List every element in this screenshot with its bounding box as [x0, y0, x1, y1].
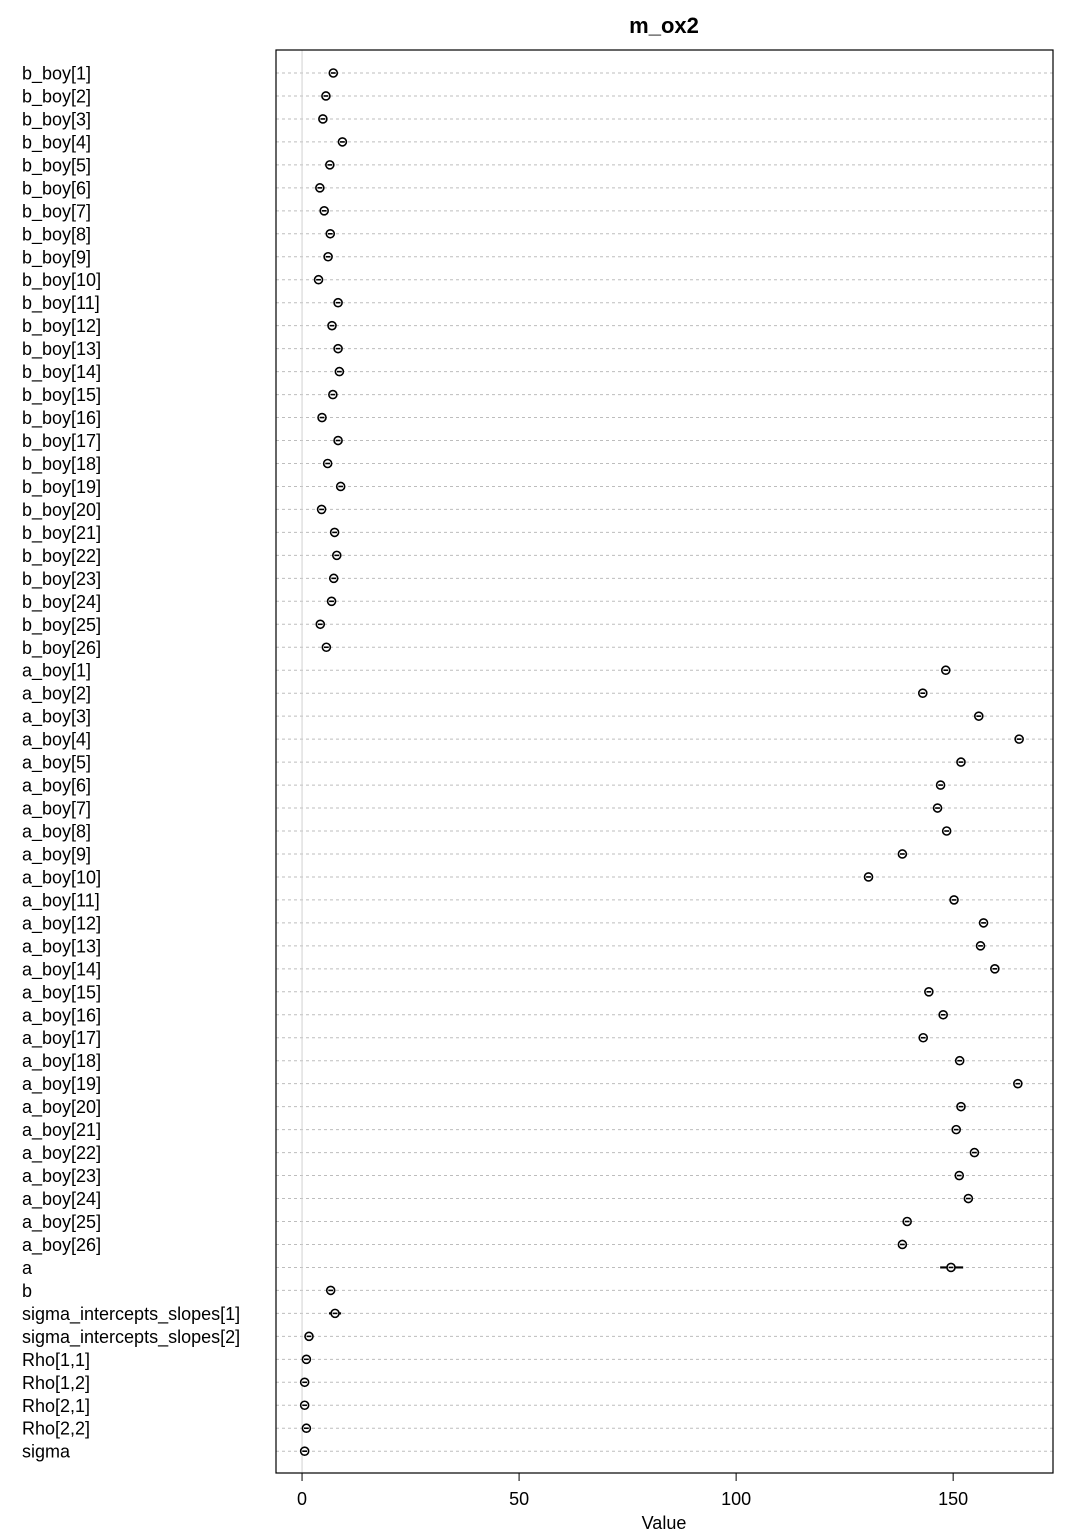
row-label: a_boy[20] — [22, 1097, 102, 1118]
row-label: a_boy[9] — [22, 844, 92, 865]
row-label: b_boy[21] — [22, 522, 102, 543]
row-label: a_boy[4] — [22, 729, 92, 750]
row-label: b_boy[14] — [22, 362, 102, 383]
row-label: b_boy[19] — [22, 476, 102, 497]
row-label: b_boy[13] — [22, 339, 102, 360]
row-label: b_boy[16] — [22, 408, 102, 429]
row-label: b_boy[25] — [22, 614, 102, 635]
row-label: b_boy[26] — [22, 637, 102, 658]
row-label: b_boy[4] — [22, 132, 92, 153]
row-label: a_boy[12] — [22, 913, 102, 934]
row-label: b_boy[3] — [22, 109, 92, 130]
row-label: a_boy[23] — [22, 1166, 102, 1187]
chart-title: m_ox2 — [629, 13, 699, 38]
row-label: a_boy[19] — [22, 1074, 102, 1095]
row-label: b_boy[22] — [22, 545, 102, 566]
row-label: Rho[1,2] — [22, 1372, 91, 1393]
row-label: sigma — [22, 1441, 71, 1462]
row-label: a_boy[18] — [22, 1051, 102, 1072]
row-label: a_boy[13] — [22, 936, 102, 957]
row-label: a_boy[26] — [22, 1234, 102, 1255]
row-label: a_boy[6] — [22, 775, 92, 796]
row-label: b_boy[23] — [22, 568, 102, 589]
row-label: a_boy[16] — [22, 1005, 102, 1026]
row-label: a_boy[24] — [22, 1189, 102, 1210]
row-label: a_boy[22] — [22, 1143, 102, 1164]
row-label: b_boy[11] — [22, 293, 100, 314]
row-label: a_boy[14] — [22, 959, 102, 980]
row-label: a_boy[2] — [22, 683, 92, 704]
row-label: b_boy[8] — [22, 224, 92, 245]
gridlines — [276, 73, 1053, 1451]
row-label: b_boy[15] — [22, 385, 102, 406]
x-axis — [297, 1473, 968, 1509]
row-label: sigma_intercepts_slopes[2] — [22, 1326, 241, 1347]
row-labels — [22, 64, 240, 1462]
row-label: a_boy[17] — [22, 1028, 102, 1049]
row-label: b_boy[10] — [22, 270, 102, 291]
row-label: sigma_intercepts_slopes[1] — [22, 1303, 241, 1324]
row-label: b_boy[2] — [22, 86, 92, 107]
row-label: a_boy[1] — [22, 660, 92, 681]
row-label: a_boy[7] — [22, 798, 92, 819]
row-label: a_boy[15] — [22, 982, 102, 1003]
row-label: b_boy[1] — [22, 63, 92, 84]
row-label: a_boy[10] — [22, 867, 102, 888]
row-label: b_boy[9] — [22, 247, 92, 268]
row-label: b_boy[18] — [22, 453, 102, 474]
x-tick-label: 50 — [509, 1489, 530, 1509]
row-label: b_boy[20] — [22, 499, 102, 520]
x-tick-label: 150 — [938, 1489, 969, 1509]
x-tick-label: 100 — [721, 1489, 752, 1509]
row-label: b_boy[24] — [22, 591, 102, 612]
plot-frame — [276, 50, 1053, 1473]
row-label: a_boy[8] — [22, 821, 92, 842]
row-label: a_boy[25] — [22, 1212, 102, 1232]
row-label: a_boy[11] — [22, 890, 100, 911]
x-tick-label: 0 — [297, 1489, 308, 1509]
row-label: b_boy[5] — [22, 155, 92, 176]
row-label: b_boy[6] — [22, 178, 92, 199]
row-label: a — [22, 1257, 33, 1278]
row-label: Rho[2,2] — [22, 1418, 91, 1439]
row-label: b — [22, 1280, 33, 1301]
row-label: a_boy[5] — [22, 752, 92, 773]
row-label: b_boy[7] — [22, 201, 92, 222]
row-label: b_boy[17] — [22, 431, 102, 452]
row-label: a_boy[21] — [22, 1120, 102, 1141]
row-label: a_boy[3] — [22, 706, 92, 727]
row-label: b_boy[12] — [22, 316, 102, 337]
row-label: Rho[1,1] — [22, 1349, 91, 1370]
row-label: Rho[2,1] — [22, 1395, 91, 1416]
x-axis-title: Value — [641, 1513, 687, 1533]
